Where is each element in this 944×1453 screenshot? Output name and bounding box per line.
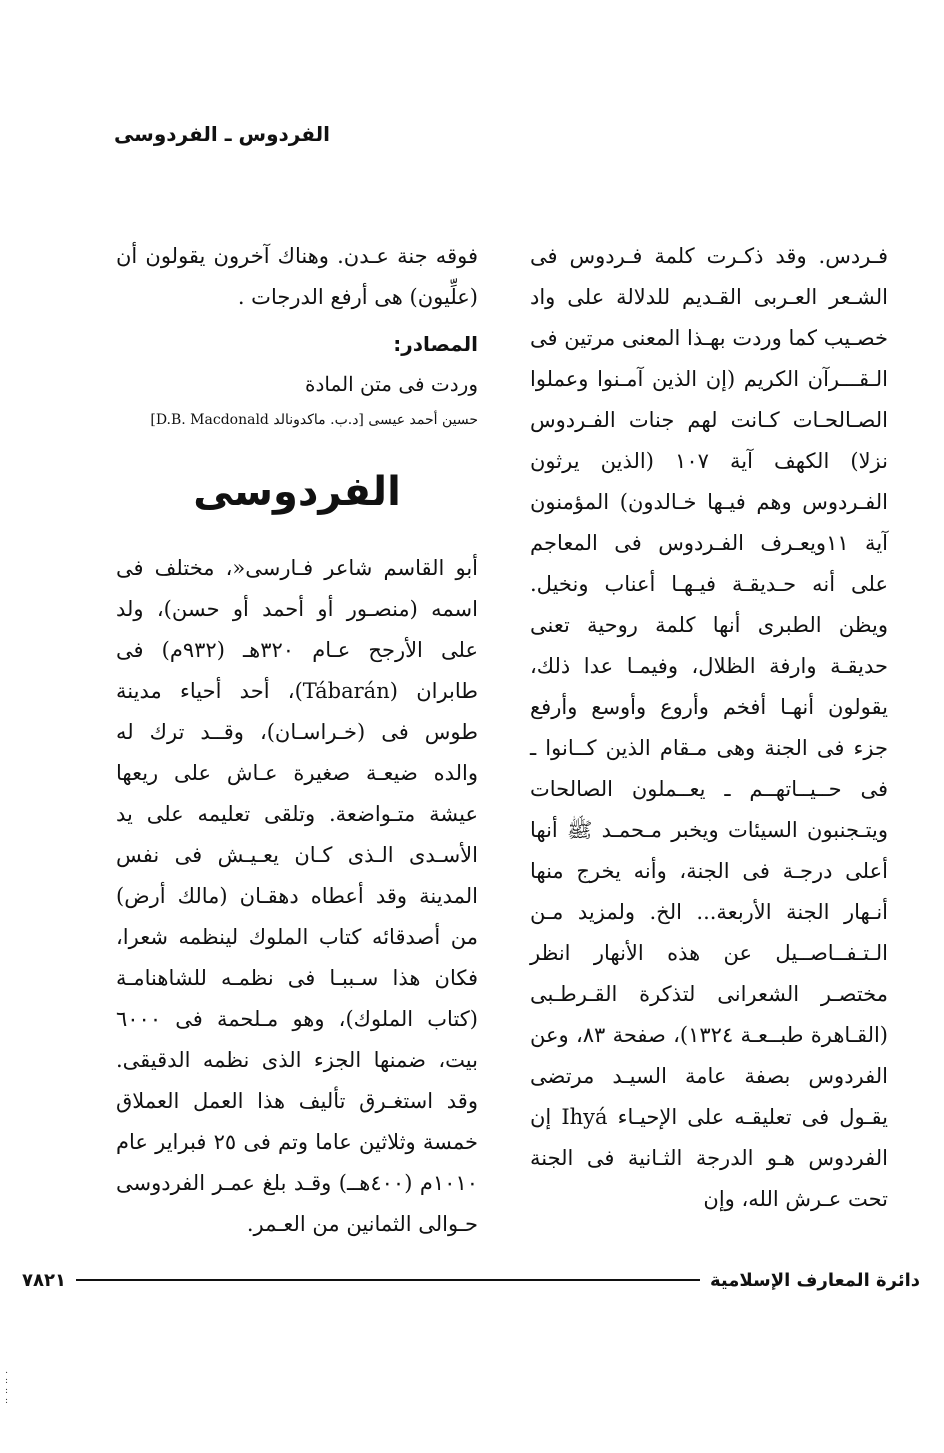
page-number: ٧٨٢١ [22, 1269, 66, 1291]
running-title: الفردوس ـ الفردوسى [113, 122, 330, 146]
right-column [530, 236, 888, 1220]
body-paragraph-right: فـردس. وقد ذكـرت كلمة فـردوس فى الشـعر العـربى القـديم للدلالة على واد خصـيب كما وردت بهـذا المعنى مرتين فى الـقـــرآن الكريم (إن الذين آمـنوا وعملوا الصـالحـات كـانت لهم جنات الفـردوس نزلا) الكهف آية ١٠٧ (الذين يرثون الفـردوس وهم فيـها خـالدون) المؤمنون آية ١١ويعـرف الفـردوس فى المعاجم على أنه حـديقـة فيـهـا أعناب ونخيل. ويظن الطبرى أنها كلمة روحية تعنى حديقـة وارفة الظلال، وفيمـا عدا ذلك، يقولون أنهـا أفخم وأروع وأوسع وأرفع جزء فى الجنة وهى مـقام الذين كــانوا ـ فى حــيــاتهــم ـ يعــملون الصالحات ويتـجنبون السيئات ويخبر مـحمـد ﷺ أنها أعلى درجـة فى الجنة، وأنه يخرج منها أنـهار الجنة الأربعة... الخ. ولمزيد مـن الـتـفــاصــيل عن هذه الأنهار انظر مختصـر الشعرانى لتذكرة القـرطـبى (القـاهرة طبــعـة ١٣٢٤)، صفحة ٨٣، وعن الفردوس بصفة عامة السيـد مرتضى يقـول فى تعليقـه على الإحيـاء Ihyá إن الفردوس هـو الدرجة الثـانية فى الجنة تحت عـرش الله، وإن [530, 244, 888, 1211]
publication-name: دائرة المعارف الإسلامية [709, 1269, 920, 1291]
article-title: الفردوسى [193, 469, 401, 515]
sources-heading: المصادر: [393, 332, 478, 356]
body-paragraph-continuation: فوقه جنة عـدن. وهناك آخرون يقولون أن (علِّيون) هى أرفع الدرجات . [116, 244, 478, 309]
left-column [116, 236, 478, 1245]
article-paragraph: أبو القاسم شاعر فـارسى«، مختلف فى اسمه (منصـور أو أحمد أو حسن)، ولد على الأرجح عـام ٣٢٠هـ (٩٣٢م) فى طابران (Tábarán)، أحد أحياء مدينة طوس فى (خـراسـان)، وقــد ترك له والده ضيعـة صغيرة عـاش على ريعها عيشة متـواضعة. وتلقى تعليمه على يد الأسـدى الـذى كـان يعـيـش فى نفس المدينة وقد أعطاه دهقـان (مالك أرض) من أصدقائه كتاب الملوك لينظمه شعرا، فكان هذا سـببـا فى نظمـه للشاهنامـة (كتاب الملوك)، وهو مـلحمة فى ٦٠٠٠ بيت، ضمنها الجزء الذى نظمه الدقيقى. وقد استغـرق تأليف هذا العمل العملاق خمسة وثلاثين عاما وتم فى ٢٥ فبراير عام ١٠١٠م (٤٠٠هــ) وقـد بلغ عمـر الفردوسى حـوالى الثمانين من العـمر. [116, 556, 479, 1236]
footer-rule [76, 1279, 700, 1281]
margin-marks: . : : : [4, 1366, 8, 1406]
sources-item: وردت فى متن المادة [304, 372, 478, 396]
page-footer [22, 1264, 920, 1296]
author-credit: حسين أحمد عيسى [د.ب. ماكدونالد D.B. Macdonald] [150, 412, 478, 428]
